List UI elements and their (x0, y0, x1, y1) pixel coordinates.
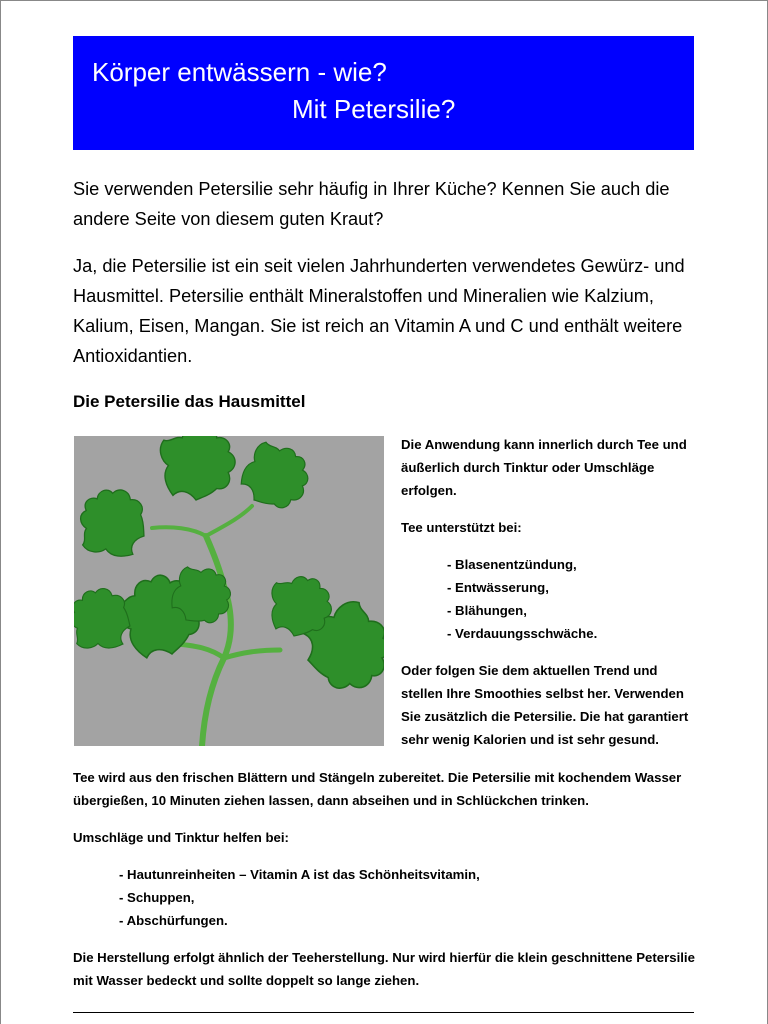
parsley-image (74, 436, 384, 746)
list-item: - Hautunreinheiten – Vitamin A ist das Schönheitsvitamin, (119, 867, 480, 882)
side-paragraph-1: Die Anwendung kann innerlich durch Tee und äußerlich durch Tinktur oder Umschläge erfolgen. (401, 437, 687, 498)
list-item: - Blähungen, (447, 603, 527, 618)
list-item: - Blasenentzündung, (447, 557, 577, 572)
bottom-section (73, 766, 698, 992)
page-border-top (0, 0, 768, 1)
bottom-paragraph-2: Umschläge und Tinktur helfen bei: (73, 830, 289, 845)
list-item: - Entwässerung, (447, 580, 549, 595)
list-item: - Abschürfungen. (119, 913, 228, 928)
footer-divider (73, 1012, 694, 1013)
side-paragraph-2: Tee unterstützt bei: (401, 520, 522, 535)
tea-benefits-list (401, 553, 701, 645)
side-column (401, 433, 701, 751)
bottom-paragraph-3: Die Herstellung erfolgt ähnlich der Teeherstellung. Nur wird hierfür die klein geschnittene Petersilie mit Wasser bedeckt und sollte doppelt so lange ziehen. (73, 950, 695, 988)
list-item: - Schuppen, (119, 890, 195, 905)
intro-paragraph-1: Sie verwenden Petersilie sehr häufig in Ihrer Küche? Kennen Sie auch die andere Seite von diesem guten Kraut? (73, 179, 670, 229)
compress-benefits-list (73, 863, 698, 932)
list-item: - Verdauungsschwäche. (447, 626, 598, 641)
side-paragraph-3: Oder folgen Sie dem aktuellen Trend und stellen Ihre Smoothies selbst her. Verwenden Sie zusätzlich die Petersilie. Die hat garantiert sehr wenig Kalorien und ist sehr gesund. (401, 663, 689, 747)
intro-paragraph-2: Ja, die Petersilie ist ein seit vielen Jahrhunderten verwendetes Gewürz- und Hausmittel. Petersilie enthält Mineralstoffen und Mineralien wie Kalzium, Kalium, Eisen, Mangan. Sie ist reich an Vitamin A und C und enthält weitere Antioxidantien. (73, 256, 685, 366)
page-border-left (0, 0, 1, 1024)
section-heading: Die Petersilie das Hausmittel (73, 392, 306, 411)
title-line-2: Mit Petersilie? (292, 94, 456, 124)
title-banner (73, 36, 694, 150)
title-line-1: Körper entwässern - wie? (92, 57, 387, 87)
parsley-illustration (74, 436, 384, 746)
bottom-paragraph-1: Tee wird aus den frischen Blättern und Stängeln zubereitet. Die Petersilie mit kochendem Wasser übergießen, 10 Minuten ziehen lassen, dann abseihen und in Schlückchen trinken. (73, 770, 682, 808)
